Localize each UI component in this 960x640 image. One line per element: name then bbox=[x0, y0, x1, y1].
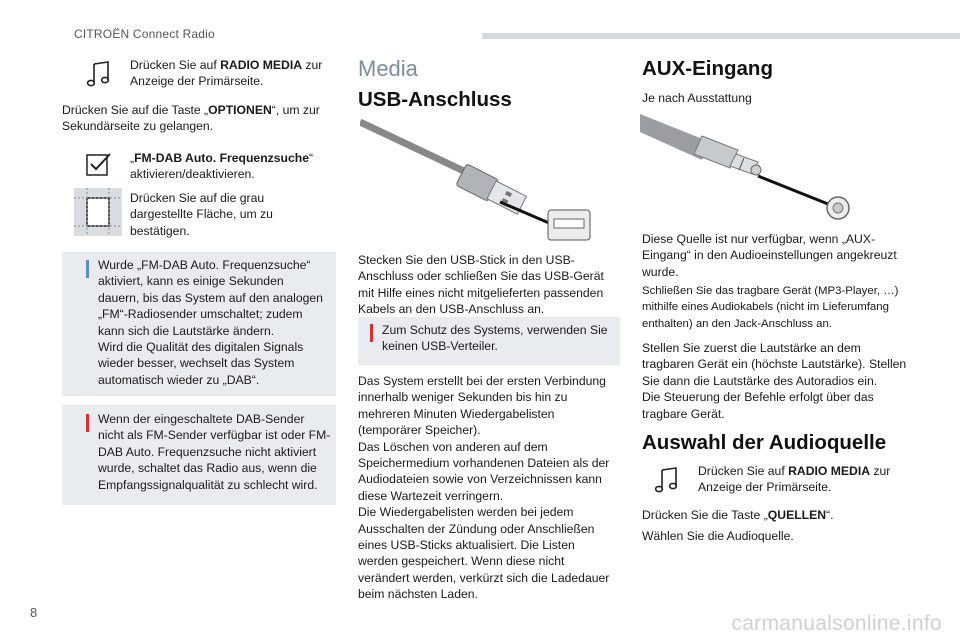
text-line: keinen USB-Verteiler. bbox=[382, 339, 498, 354]
text-line: „FM“-Radiosender umschaltet; zudem bbox=[98, 307, 303, 322]
col1-step3: „FM-DAB Auto. Frequenzsuche“ aktivieren/deaktivieren. bbox=[130, 151, 314, 182]
warning-marker bbox=[86, 414, 89, 432]
text-line: Ausschalten der Zündung oder Anschließen bbox=[358, 521, 595, 536]
text-line: nicht als FM-Sender verfügbar ist oder FM- bbox=[98, 428, 331, 443]
audio-source-title: Auswahl der Audioquelle bbox=[642, 431, 887, 454]
text-line: DAB Auto. Frequenzsuche nicht aktiviert bbox=[98, 444, 317, 459]
col3-step1: Drücken Sie auf RADIO MEDIA zur Anzeige der Primärseite. bbox=[698, 464, 891, 495]
text-line: tragbaren Gerät ein (höchste Lautstärke). Stellen bbox=[642, 357, 907, 372]
text-line: mit Hilfe eines nicht mitgelieferten passenden bbox=[358, 285, 604, 300]
text-line: enthalten) an den Jack-Anschluss an. bbox=[642, 317, 832, 330]
col1-step1: Drücken Sie auf RADIO MEDIA zur Anzeige der Primärseite. bbox=[130, 58, 323, 89]
text-line: (temporärer Speicher). bbox=[358, 423, 481, 438]
text-line: Das Löschen von anderen auf dem bbox=[358, 439, 548, 454]
text-line: Audiodateien sowie von Verzeichnissen kann bbox=[358, 472, 602, 487]
aux-jack-illustration bbox=[640, 110, 856, 226]
header-bar bbox=[482, 33, 960, 39]
text-line: tragbare Gerät. bbox=[642, 406, 725, 421]
usb-para2 bbox=[358, 373, 628, 603]
text-line: automatisch wieder zu „DAB“. bbox=[98, 372, 260, 387]
text-line: wurde, schaltet das Radio aus, wenn die bbox=[98, 461, 317, 476]
info-note-text bbox=[98, 257, 336, 388]
usb-title: USB-Anschluss bbox=[358, 88, 512, 111]
page-number: 8 bbox=[30, 605, 38, 620]
col3-step2: Drücken Sie die Taste „QUELLEN“. bbox=[642, 508, 834, 522]
text-line: Eingang“ in den Audioeinstellungen angekreuzt bbox=[642, 248, 897, 263]
text-line: verändert werden, verkürzt sich die Ladedauer bbox=[358, 570, 610, 585]
music-note-icon bbox=[86, 60, 112, 88]
header-title: CITROËN Connect Radio bbox=[74, 27, 215, 41]
text-line: mithilfe eines Audiokabels (nicht im Lieferumfang bbox=[642, 301, 889, 314]
watermark: carmanualsonline.info bbox=[731, 612, 942, 635]
text-line: Diese Quelle ist nur verfügbar, wenn „AUX- bbox=[642, 232, 876, 246]
text-line: innerhalb weniger Sekunden bis hin zu bbox=[358, 390, 568, 405]
text-line: wieder besser, wechselt das System bbox=[98, 356, 295, 371]
text-line: Die Wiedergabelisten werden bei jedem bbox=[358, 505, 574, 520]
text-line: Stecken Sie den USB-Stick in den USB- bbox=[358, 253, 575, 267]
col1-step4: Drücken Sie auf die grau dargestellte Fläche, um zu bestätigen. bbox=[130, 191, 273, 238]
text-line: Kabels an den USB-Anschluss an. bbox=[358, 302, 545, 317]
aux-para2 bbox=[642, 283, 917, 332]
usb-para1 bbox=[358, 252, 628, 318]
text-line: Wurde „FM-DAB Auto. Frequenzsuche“ bbox=[98, 258, 311, 272]
usb-warning-text bbox=[382, 322, 618, 355]
usb-warning-marker bbox=[370, 324, 373, 342]
music-note-icon bbox=[654, 466, 680, 494]
grey-area-icon bbox=[74, 188, 122, 236]
aux-para3 bbox=[642, 340, 917, 422]
text-line: kann sich die Lautstärke ändern. bbox=[98, 323, 275, 338]
text-line: wurde. bbox=[642, 264, 679, 279]
text-line: mehreren Minuten Wiedergabelisten bbox=[358, 406, 555, 421]
text-line: diese Wartezeit verringern. bbox=[358, 488, 504, 503]
text-line: Wird die Qualität des digitalen Signals bbox=[98, 340, 304, 355]
text-line: eines USB-Sticks aktualisiert. Die Listen bbox=[358, 538, 575, 553]
text-line: Das System erstellt bei der ersten Verbindung bbox=[358, 374, 606, 388]
info-marker bbox=[86, 260, 89, 278]
aux-subtitle: Je nach Ausstattung bbox=[642, 91, 752, 105]
aux-para1 bbox=[642, 231, 917, 280]
text-line: Stellen Sie zuerst die Lautstärke an dem bbox=[642, 341, 861, 355]
text-line: Anschluss oder schließen Sie das USB-Gerät bbox=[358, 269, 604, 284]
text-line: Sie dann die Lautstärke des Autoradios ein. bbox=[642, 373, 878, 388]
usb-plug-illustration bbox=[360, 118, 592, 243]
text-line: dauern, bis das System auf den analogen bbox=[98, 290, 323, 305]
text-line: Speichermedium vorhandenen Dateien als der bbox=[358, 456, 610, 471]
col3-step3: Wählen Sie die Audioquelle. bbox=[642, 529, 794, 543]
aux-title: AUX-Eingang bbox=[642, 57, 773, 80]
text-line: Schließen Sie das tragbare Gerät (MP3-Player, …) bbox=[642, 285, 899, 297]
text-line: aktiviert, kann es einige Sekunden bbox=[98, 274, 284, 289]
section-title-media: Media bbox=[358, 56, 418, 81]
text-line: beim nächsten Laden. bbox=[358, 587, 478, 602]
warning-note-text bbox=[98, 411, 336, 493]
checkbox-icon bbox=[86, 152, 112, 178]
text-line: Zum Schutz des Systems, verwenden Sie bbox=[382, 323, 608, 337]
col1-step2: Drücken Sie auf die Taste „OPTIONEN“, um zur Sekundärseite zu gelangen. bbox=[62, 103, 320, 134]
text-line: Die Steuerung der Befehle erfolgt über das bbox=[642, 390, 874, 405]
text-line: werden gespeichert. Wenn diese nicht bbox=[358, 554, 565, 569]
text-line: Wenn der eingeschaltete DAB-Sender bbox=[98, 412, 305, 426]
text-line: Empfangssignalqualität zu schlecht wird. bbox=[98, 477, 318, 492]
